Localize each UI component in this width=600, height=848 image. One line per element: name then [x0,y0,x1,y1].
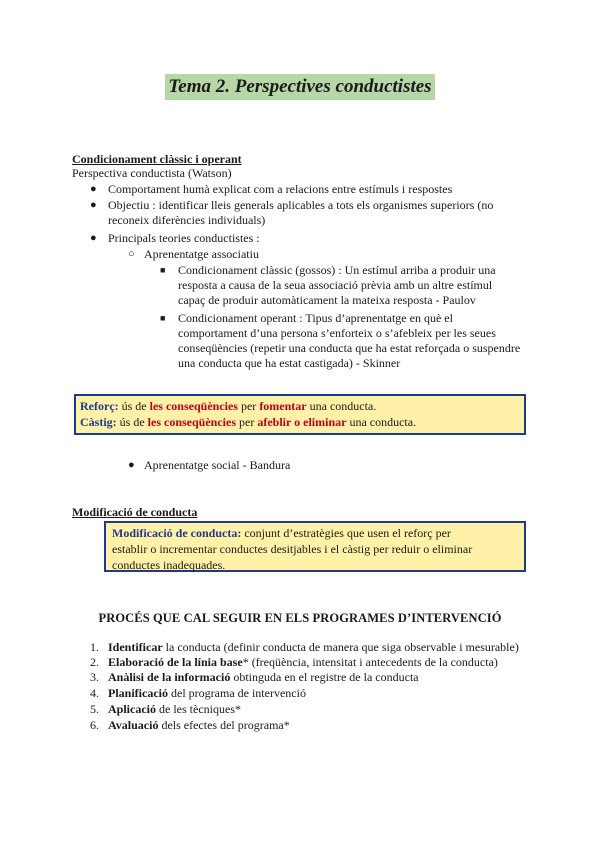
title-wrap [0,74,600,100]
bullet-square-icon: ■ [160,265,166,275]
box-line-reforc: Reforç: ús de les conseqüències per fomentar una conducta. [80,399,377,413]
bullet-circle-icon: ○ [128,248,135,260]
section-heading-conditioning: Condicionament clàssic i operant [72,152,242,166]
section-heading-modification: Modificació de conducta [72,505,198,519]
bullet-dot-icon: ● [90,199,97,211]
section-subtitle: Perspectiva conductista (Watson) [72,166,232,180]
reinforcement-punishment-box [74,394,526,435]
process-title: PROCÉS QUE CAL SEGUIR EN ELS PROGRAMES D’INTERVENCIÓ [98,611,502,625]
bullet-dot-icon: ● [90,183,97,195]
box-line-castig: Càstig: ús de les conseqüències per afeblir o eliminar una conducta. [80,415,417,429]
bullet-square-icon: ■ [160,313,166,323]
page-title: Tema 2. Perspectives conductistes [165,74,434,100]
document-page: Tema 2. Perspectives conductistes Condicionament clàssic i operant Perspectiva conductista (Watson) ● Comportament humà explicat com a relacions entre estímuls i respostes ● Objectiu : identificar lleis generals aplicables a tots els organismes superiors (no reconeix diferències individuals) ● Principals teories conductistes : ○ Aprenentatge associatiu ■ Condicionament clàssic (gossos) : Un estímul arriba a produir una resposta a causa de la seua associació prèvia amb un altre estímul capaç de produir automàticament la mateixa resposta - Paulov ■ Condicionament operant : Tipus d’aprenentatge en què el comportament d’una persona s’enforteix o s’afebleix per les seues conseqüències (repetir una conducta que ha estat reforçada o suspendre una conducta que ha estat castigada) - Skinner Reforç: ús de les conseqüències per fomentar una conducta. Càstig: ús de les conseqüències per afeblir o eliminar una conducta. ● Aprenentatge social - Bandura Modificació de conducta Modificació de conducta: conjunt d’estratègies que usen el reforç per establir o incrementar conductes desitjables i el càstig per reduir o eliminar conductes inadequades. PROCÉS QUE CAL SEGUIR EN ELS PROGRAMES D’INTERVENCIÓ 1. Identificar la conducta (definir conducta de manera que siga observable i mesurable) 2. Elaboració de la línia base* (freqüència, intensitat i antecedents de la conducta) 3. Anàlisi de la informació obtinguda en el registre de la conducta 4. Planificació del programa de intervenció 5. Aplicació de les tècniques* 6. Avaluació dels efectes del programa* [0,0,600,848]
bullet-dot-icon: ● [128,459,135,471]
bullet-dot-icon: ● [90,232,97,244]
modification-definition-box: Modificació de conducta: conjunt d’estratègies que usen el reforç per establir o incrementar conductes desitjables i el càstig per reduir o eliminar conductes inadequades. [104,521,526,572]
